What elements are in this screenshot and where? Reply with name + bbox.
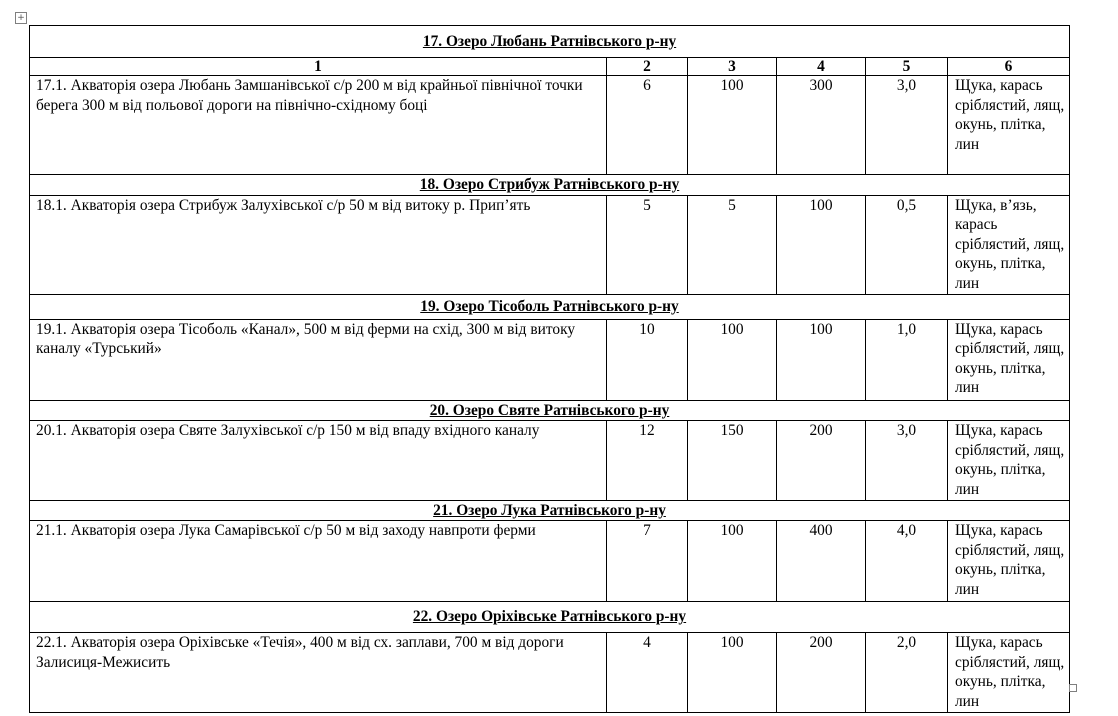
col-4-value: 300 (777, 76, 866, 175)
col-5-value: 4,0 (866, 521, 948, 602)
table-row (30, 195, 1070, 294)
table-row (30, 521, 1070, 602)
table-row (30, 319, 1070, 400)
col-4-value: 400 (777, 521, 866, 602)
col-5-value: 2,0 (866, 633, 948, 712)
fish-species: Щука, карась сріблястий, лящ, окунь, плітка, лин (948, 521, 1070, 602)
data-table (29, 25, 1070, 713)
table-row (30, 76, 1070, 175)
section-title: 19. Озеро Тісоболь Ратнівського р-ну (30, 294, 1070, 319)
col-3-value: 100 (688, 633, 777, 712)
section-title: 20. Озеро Святе Ратнівського р-ну (30, 400, 1070, 421)
section-title: 22. Озеро Оріхівське Ратнівського р-ну (30, 602, 1070, 633)
col-5-value: 3,0 (866, 76, 948, 175)
column-header-row (30, 58, 1070, 76)
col-2-value: 10 (607, 319, 688, 400)
fish-species: Щука, карась сріблястий, лящ, окунь, плітка, лин (948, 319, 1070, 400)
fish-species: Щука, в’язь, карась сріблястий, лящ, окунь, плітка, лин (948, 195, 1070, 294)
col-3-value: 150 (688, 421, 777, 500)
col-4-value: 200 (777, 633, 866, 712)
location-description: 17.1. Акваторія озера Любань Замшанівської с/р 200 м від крайньої північної точки берега 300 м від польової дороги на північно-східному боці (30, 76, 607, 175)
column-header: 1 (30, 58, 607, 76)
section-title-row (30, 26, 1070, 58)
col-5-value: 3,0 (866, 421, 948, 500)
location-description: 22.1. Акваторія озера Оріхівське «Течія», 400 м від сх. заплави, 700 м від дороги Залисиця-Межисить (30, 633, 607, 712)
section-title: 18. Озеро Стрибуж Ратнівського р-ну (30, 175, 1070, 196)
column-header: 6 (948, 58, 1070, 76)
fish-species: Щука, карась сріблястий, лящ, окунь, плітка, лин (948, 421, 1070, 500)
section-title-row (30, 400, 1070, 421)
col-4-value: 100 (777, 195, 866, 294)
column-header: 5 (866, 58, 948, 76)
column-header: 3 (688, 58, 777, 76)
section-title: 17. Озеро Любань Ратнівського р-ну (30, 26, 1070, 58)
col-4-value: 100 (777, 319, 866, 400)
table-move-handle-icon[interactable]: + (15, 12, 27, 24)
table-row (30, 633, 1070, 712)
table-resize-handle-icon[interactable] (1069, 684, 1077, 692)
col-2-value: 5 (607, 195, 688, 294)
fish-species: Щука, карась сріблястий, лящ, окунь, плітка, лин (948, 633, 1070, 712)
col-2-value: 12 (607, 421, 688, 500)
section-title-row (30, 602, 1070, 633)
col-4-value: 200 (777, 421, 866, 500)
col-3-value: 100 (688, 76, 777, 175)
section-title-row (30, 500, 1070, 521)
table-row (30, 421, 1070, 500)
col-3-value: 100 (688, 521, 777, 602)
location-description: 19.1. Акваторія озера Тісоболь «Канал», 500 м від ферми на схід, 300 м від витоку каналу «Турський» (30, 319, 607, 400)
section-title-row (30, 294, 1070, 319)
column-header: 2 (607, 58, 688, 76)
col-2-value: 4 (607, 633, 688, 712)
fish-species: Щука, карась сріблястий, лящ, окунь, плітка, лин (948, 76, 1070, 175)
section-title-row (30, 175, 1070, 196)
col-3-value: 100 (688, 319, 777, 400)
col-2-value: 6 (607, 76, 688, 175)
location-description: 18.1. Акваторія озера Стрибуж Залухівської с/р 50 м від витоку р. Прип’ять (30, 195, 607, 294)
col-3-value: 5 (688, 195, 777, 294)
section-title: 21. Озеро Лука Ратнівського р-ну (30, 500, 1070, 521)
location-description: 21.1. Акваторія озера Лука Самарівської с/р 50 м від заходу навпроти ферми (30, 521, 607, 602)
col-5-value: 1,0 (866, 319, 948, 400)
col-2-value: 7 (607, 521, 688, 602)
column-header: 4 (777, 58, 866, 76)
location-description: 20.1. Акваторія озера Святе Залухівської с/р 150 м від впаду вхідного каналу (30, 421, 607, 500)
col-5-value: 0,5 (866, 195, 948, 294)
